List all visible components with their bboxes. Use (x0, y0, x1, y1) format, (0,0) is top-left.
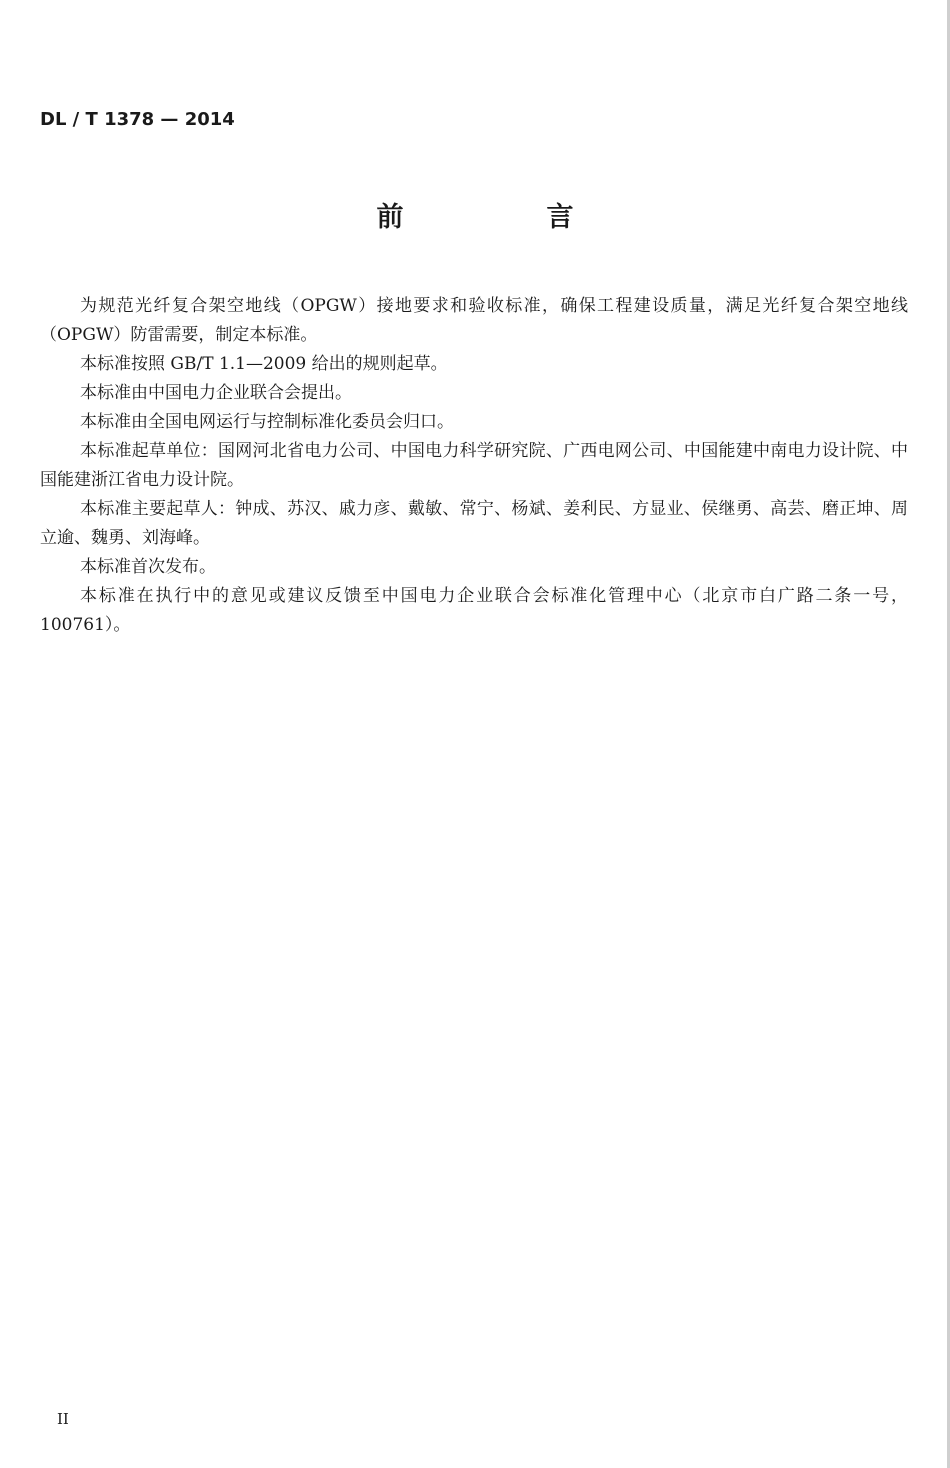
standard-code: DL / T 1378 — 2014 (40, 109, 235, 130)
foreword-body (40, 292, 908, 640)
paragraph-administrator: 本标准由全国电网运行与控制标准化委员会归口。 (80, 412, 454, 432)
paragraph-feedback: 本标准在执行中的意见或建议反馈至中国电力企业联合会标准化管理中心（北京市白广路二条一号，100761）。 (40, 586, 908, 635)
page-number: II (57, 1410, 69, 1428)
paragraph-drafting-units: 本标准起草单位：国网河北省电力公司、中国电力科学研究院、广西电网公司、中国能建中南电力设计院、中国能建浙江省电力设计院。 (40, 441, 908, 490)
paragraph-first-release: 本标准首次发布。 (80, 557, 216, 577)
paragraph-drafters: 本标准主要起草人：钟成、苏汉、戚力彦、戴敏、常宁、杨斌、姜利民、方显业、侯继勇、高芸、磨正坤、周立逾、魏勇、刘海峰。 (40, 499, 908, 548)
paragraph-proposer: 本标准由中国电力企业联合会提出。 (80, 383, 352, 403)
paragraph-purpose: 为规范光纤复合架空地线（OPGW）接地要求和验收标准，确保工程建设质量，满足光纤复合架空地线（OPGW）防雷需要，制定本标准。 (40, 296, 908, 345)
page-title: 前 言 (376, 202, 632, 233)
paragraph-drafting-rules: 本标准按照 GB/T 1.1—2009 给出的规则起草。 (80, 354, 448, 374)
